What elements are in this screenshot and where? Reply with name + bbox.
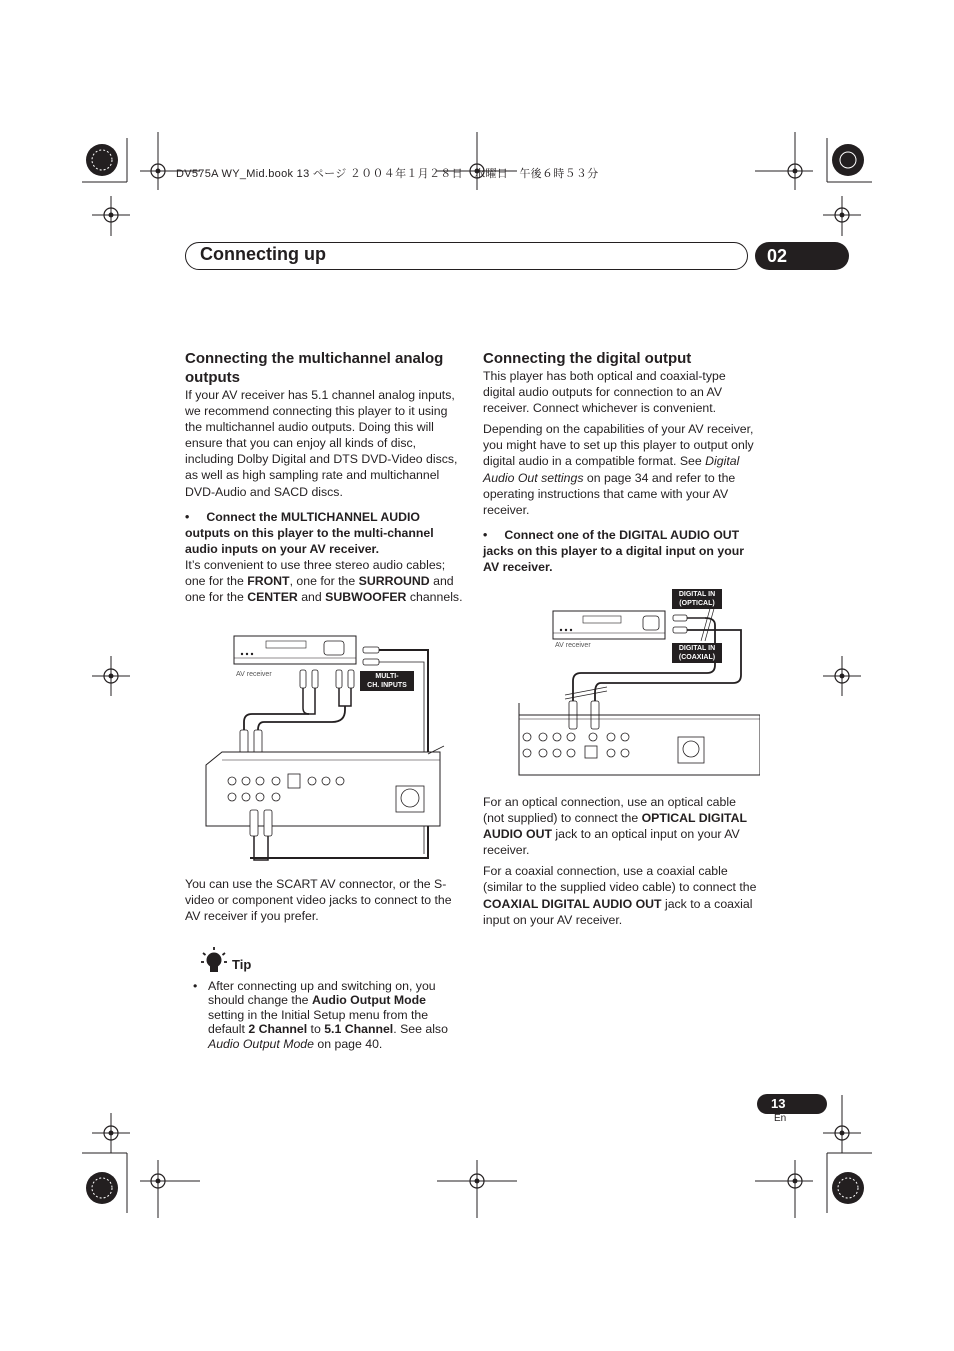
- tip-body: After connecting up and switching on, you should change the Audio Output Mode setting in the Initial Setup menu from the default 2 Channel to 5.1 Channel. See also Audio Output Mode on page 40.: [208, 979, 448, 1051]
- digital-step-text: Connect one of the DIGITAL AUDIO OUT jacks on this player to a digital input on your AV receiver.: [483, 527, 745, 575]
- step-bullet: •: [185, 509, 190, 524]
- digital-step: [483, 527, 758, 575]
- analog-step-detail: It’s convenient to use three stereo audio cables; one for the FRONT, one for the SURROUND and one for the CENTER and SUBWOOFER channels.: [185, 557, 463, 605]
- print-header: DV575A WY_Mid.book 13 ページ ２００４年１月２８日 水曜日 午後６時５３分: [176, 168, 599, 180]
- left-after-figure: [185, 876, 465, 924]
- section-heading-digital: Connecting the digital output: [483, 350, 692, 367]
- coaxial-note: For a coaxial connection, use a coaxial cable (similar to the supplied video cable) to connect the COAXIAL DIGITAL AUDIO OUT jack to a coaxial input on your AV receiver.: [483, 864, 757, 927]
- page-number: 13: [757, 1094, 827, 1114]
- digital-in-optical-tag: DIGITAL IN (OPTICAL): [672, 589, 722, 609]
- page-title: Connecting up: [200, 244, 326, 264]
- digital-setup-note: Depending on the capabilities of your AV receiver, you might have to set up this player to output only digital audio in a compatible format. See Digital Audio Out settings on page 34 and refer to the operating instructions that came with your AV receiver.: [483, 422, 754, 517]
- right-after-figure: [483, 794, 758, 928]
- analog-step-text: Connect the MULTICHANNEL AUDIO outputs on this player to the multi-channel audio inputs on your AV receiver.: [185, 509, 434, 556]
- multi-ch-inputs-tag: MULTI- CH. INPUTS: [360, 671, 414, 691]
- av-receiver-label-left: AV receiver: [236, 671, 272, 678]
- language-label: En: [774, 1113, 787, 1124]
- multichannel-connection-diagram: [200, 630, 450, 870]
- digital-connection-diagram: [515, 585, 760, 780]
- digital-in-coaxial-tag: DIGITAL IN (COAXIAL): [672, 643, 722, 663]
- left-column: [185, 349, 463, 605]
- analog-intro: If your AV receiver has 5.1 channel analog inputs, we recommend connecting this player to it using the multichannel audio outputs. Doing this will ensure that you can enjoy all kinds of disc, including Dolby Digital and DTS DVD-Video discs, as well as high sampling rate and multichannel DVD-Audio and SACD discs.: [185, 388, 458, 499]
- tip-title: Tip: [232, 957, 252, 972]
- right-column: [483, 349, 758, 575]
- chapter-badge: 02: [755, 242, 849, 270]
- av-receiver-label-right: AV receiver: [555, 642, 591, 649]
- lightbulb-icon: [200, 946, 228, 974]
- digital-intro: This player has both optical and coaxial-type digital audio outputs for connection to an AV receiver. Connect whichever is convenient.: [483, 369, 726, 416]
- analog-step: [185, 509, 463, 557]
- scart-note: You can use the SCART AV connector, or the S-video or component video jacks to connect to the AV receiver if you prefer.: [185, 877, 452, 924]
- step-bullet: •: [483, 527, 488, 542]
- optical-note: For an optical connection, use an optical cable (not supplied) to connect the OPTICAL DIGITAL AUDIO OUT jack to an optical input on your AV receiver.: [483, 795, 747, 858]
- section-heading-analog: Connecting the multichannel analog outputs: [185, 350, 444, 386]
- tip-bullet: •: [193, 979, 198, 993]
